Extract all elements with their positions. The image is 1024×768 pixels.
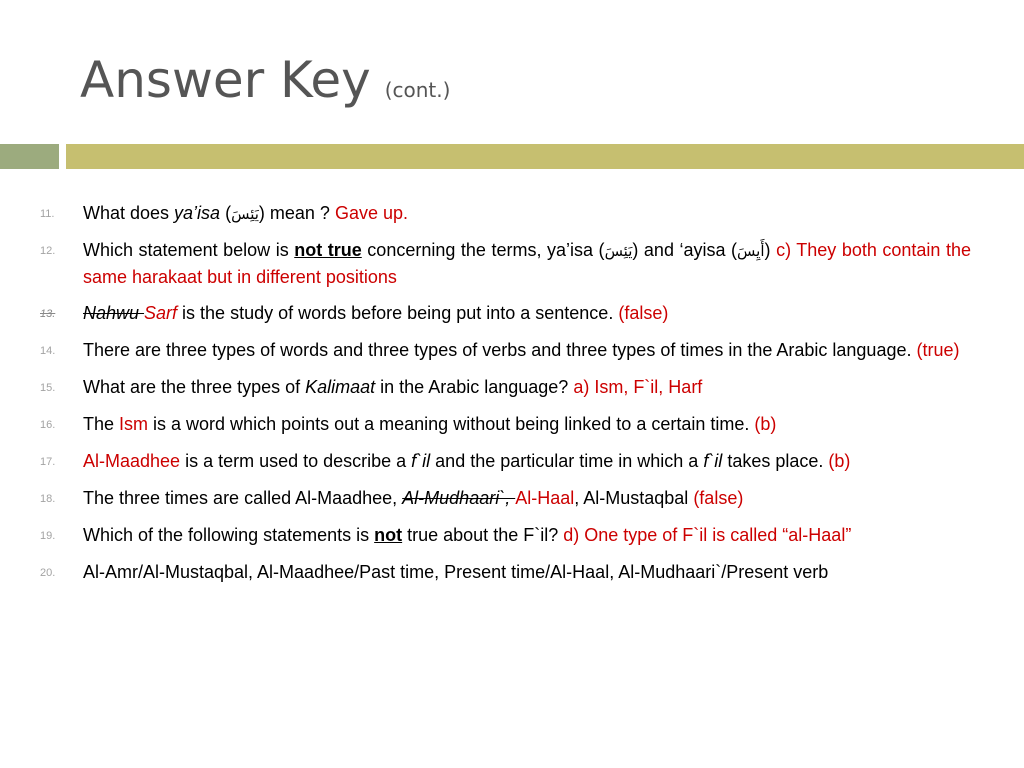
term-fil: f`il: [411, 451, 431, 471]
item-text: [83, 485, 971, 512]
answer-item-17: [40, 448, 971, 475]
item-number: 17.: [40, 456, 56, 468]
text-segment: The three times are called Al-Maadhee,: [83, 488, 403, 508]
item-number: 16.: [40, 419, 56, 431]
term-kalimaat: Kalimaat: [305, 377, 376, 397]
page-title: [80, 50, 450, 120]
item-text: [83, 237, 971, 290]
answer-item-16: [40, 411, 971, 438]
item-number: 19.: [40, 530, 56, 542]
answer-text: c) They both contain the same harakaat but in different positions: [83, 240, 971, 287]
answer-text: Gave up.: [334, 203, 408, 223]
item-number: 13.: [40, 308, 56, 320]
text-segment: in the Arabic language?: [375, 377, 574, 397]
term-al-maadhee: Al-Maadhee: [83, 451, 181, 471]
accent-band-left: [0, 144, 59, 169]
answer-text: (b): [828, 451, 851, 471]
item-text: [83, 448, 971, 475]
text-segment: What does: [83, 203, 175, 223]
text-segment: What are the three types of: [83, 377, 306, 397]
item-text: [83, 559, 971, 586]
item-number: 12.: [40, 245, 56, 257]
answer-item-15: [40, 374, 971, 401]
answer-item-18: [40, 485, 971, 512]
answer-item-19: [40, 522, 971, 549]
text-segment: Which of the following statements is: [83, 525, 375, 545]
item-number: 18.: [40, 493, 56, 505]
struck-term: Nahwu: [83, 303, 145, 323]
arabic-term: يَئِسَ: [604, 242, 633, 260]
struck-term: Al-Mudhaari`,: [402, 488, 516, 508]
item-number: 11.: [40, 208, 55, 220]
text-segment: true about the F`il?: [402, 525, 564, 545]
answer-text: (false): [618, 303, 669, 323]
text-segment: (: [220, 203, 232, 223]
text-segment: is a word which points out a meaning without being linked to a certain time.: [148, 414, 755, 434]
item-number: 15.: [40, 382, 56, 394]
item-text: [83, 337, 971, 364]
text-segment: , Al-Mustaqbal: [574, 488, 694, 508]
item-text: [83, 300, 971, 327]
text-segment: takes place.: [722, 451, 829, 471]
item-text: [83, 522, 971, 549]
answer-item-14: [40, 337, 971, 364]
text-segment: There are three types of words and three types of verbs and three types of times in the Arabic language.: [83, 340, 917, 360]
text-segment: ) and ‘ayisa (: [632, 240, 738, 260]
answer-text: (false): [693, 488, 744, 508]
item-number: 14.: [40, 345, 56, 357]
text-segment: ): [764, 240, 777, 260]
answer-item-11: [40, 200, 971, 227]
text-segment: concerning the terms, ya’isa (: [361, 240, 605, 260]
text-segment: ) mean ?: [258, 203, 335, 223]
title-main: Answer Key: [80, 51, 371, 109]
text-segment: Which statement below is: [83, 240, 295, 260]
answer-item-13: [40, 300, 971, 327]
accent-band-right: [66, 144, 1024, 169]
text-segment: is the study of words before being put into a sentence.: [177, 303, 619, 323]
emphasis-not: not: [374, 525, 403, 545]
text-segment: and the particular time in which a: [430, 451, 704, 471]
correction-term: Al-Haal: [515, 488, 575, 508]
item-text: [83, 411, 971, 438]
answer-text: a) Ism, F`il, Harf: [573, 377, 703, 397]
item-text: [83, 200, 971, 227]
text-segment: is a term used to describe a: [180, 451, 412, 471]
arabic-term: يَئِسَ: [231, 205, 259, 223]
text-segment: The: [83, 414, 120, 434]
item-number: 20.: [40, 567, 56, 579]
answer-text: (b): [754, 414, 777, 434]
answer-list: [40, 200, 971, 596]
answer-text: (true): [916, 340, 960, 360]
answer-item-20: [40, 559, 971, 586]
item-text: [83, 374, 971, 401]
term-yaisa: ya’isa: [174, 203, 221, 223]
arabic-term: أَيِسَ: [737, 242, 765, 260]
term-ism: Ism: [119, 414, 149, 434]
title-sub: (cont.): [384, 78, 451, 102]
emphasis-not-true: not true: [294, 240, 362, 260]
term-fil: f`il: [703, 451, 723, 471]
text-segment: Al-Amr/Al-Mustaqbal, Al-Maadhee/Past time, Present time/Al-Haal, Al-Mudhaari`/Present verb: [83, 562, 829, 582]
correction-term: Sarf: [144, 303, 178, 323]
answer-item-12: [40, 237, 971, 290]
answer-text: d) One type of F`il is called “al-Haal”: [563, 525, 852, 545]
